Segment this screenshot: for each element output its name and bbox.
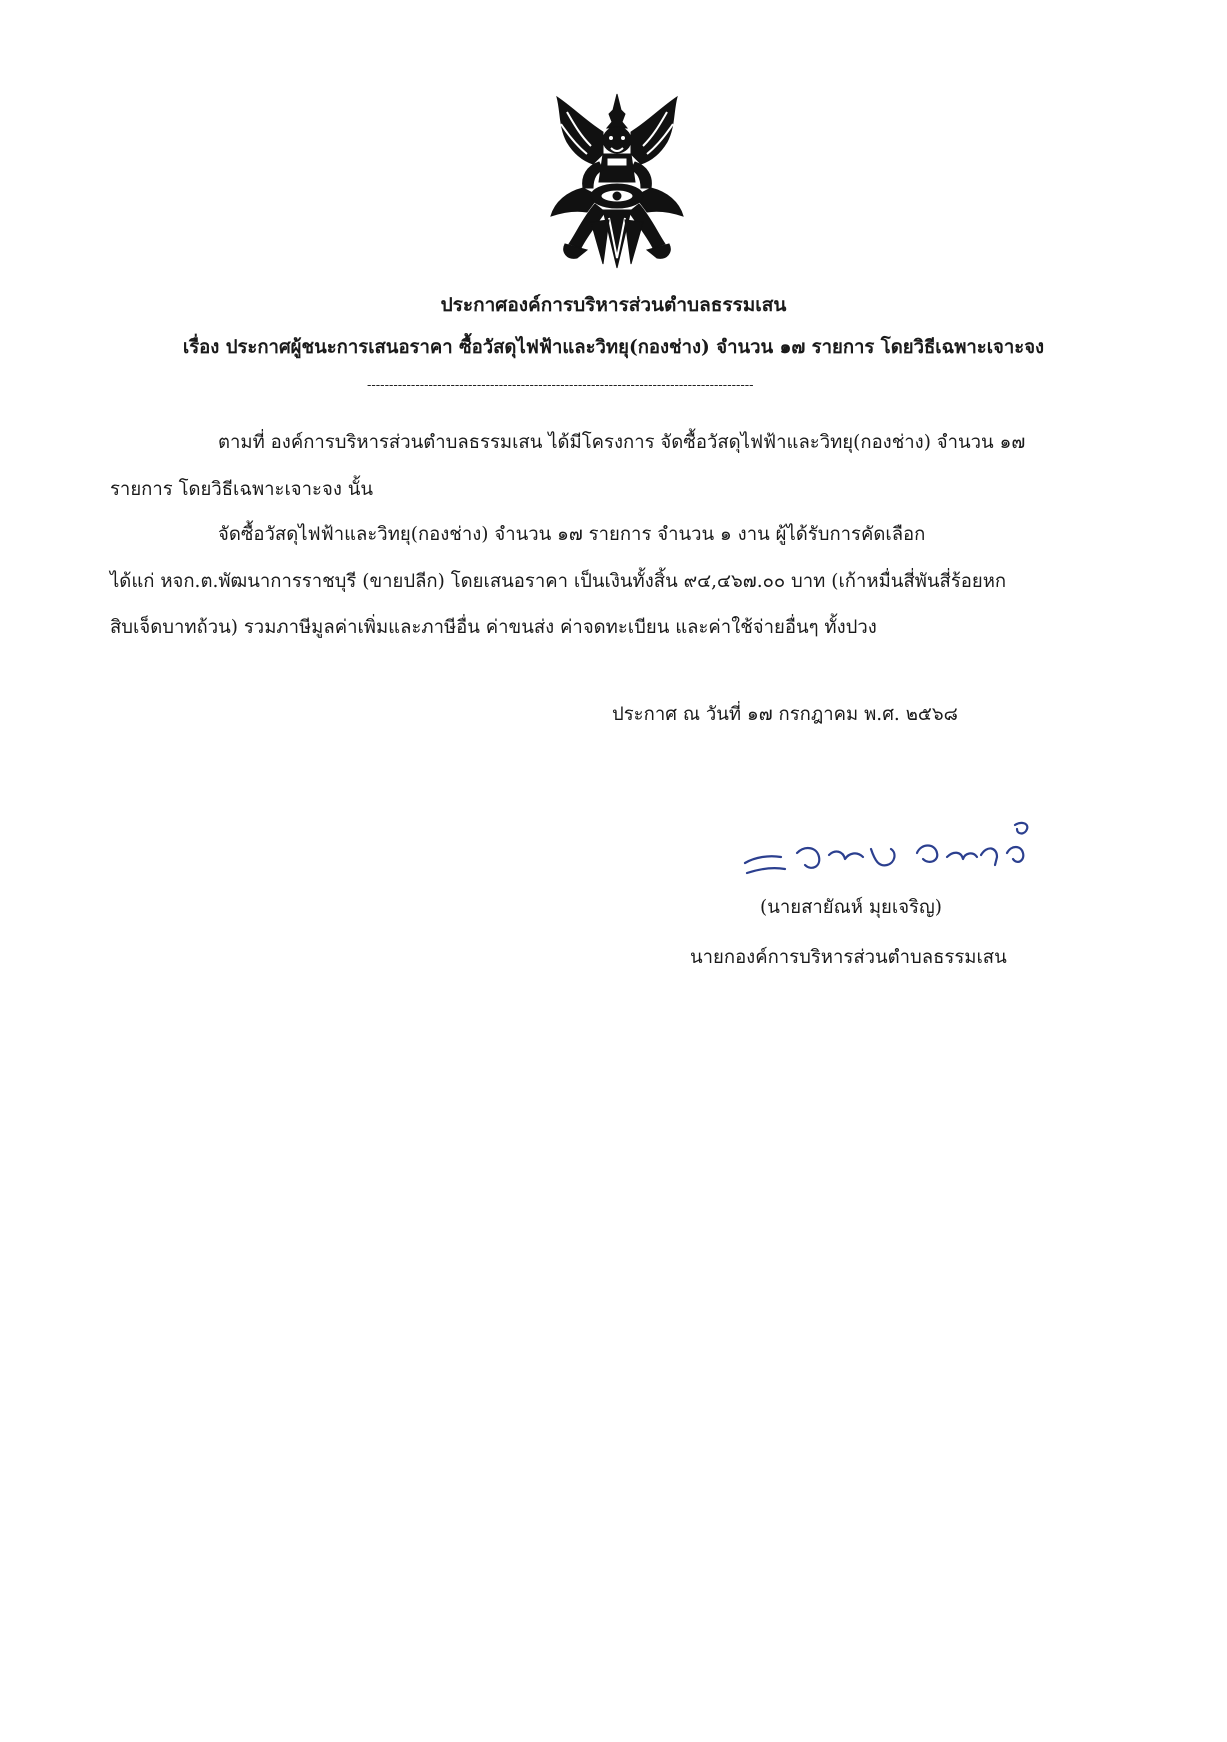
document-subject: เรื่อง ประกาศผู้ชนะการเสนอราคา ซื้อวัสดุไฟฟ้าและวิทยุ(กองช่าง) จำนวน ๑๗ รายการ โดยวิธีเฉพาะเจาะจง [182,337,1045,358]
garuda-emblem-icon [547,92,687,272]
body-paragraph-1-line-1: ตามที่ องค์การบริหารส่วนตำบลธรรมเสน ได้มีโครงการ จัดซื้อวัสดุไฟฟ้าและวิทยุ(กองช่าง) จำนวน ๑๗ [218,432,1026,453]
signatory-position: นายกองค์การบริหารส่วนตำบลธรรมเสน [690,947,1007,968]
body-paragraph-2-line-3: สิบเจ็ดบาทถ้วน) รวมภาษีมูลค่าเพิ่มและภาษีอื่น ค่าขนส่ง ค่าจดทะเบียน และค่าใช้จ่ายอื่นๆ ทั้งปวง [110,617,877,638]
signatory-name: (นายสายัณห์ มุยเจริญ) [760,897,942,918]
document-title: ประกาศองค์การบริหารส่วนตำบลธรรมเสน [440,294,787,316]
divider-line: ---------------------------------------------------------------------------------------- [367,378,754,393]
handwritten-signature [725,795,1045,885]
body-paragraph-1-line-2: รายการ โดยวิธีเฉพาะเจาะจง นั้น [110,479,374,500]
body-paragraph-2-line-1: จัดซื้อวัสดุไฟฟ้าและวิทยุ(กองช่าง) จำนวน ๑๗ รายการ จำนวน ๑ งาน ผู้ได้รับการคัดเลือก [218,524,926,545]
body-paragraph-2-line-2: ได้แก่ หจก.ต.พัฒนาการราชบุรี (ขายปลีก) โดยเสนอราคา เป็นเงินทั้งสิ้น ๙๔,๔๖๗.๐๐ บาท (เก้าหมื่นสี่พันสี่ร้อยหก [110,571,1007,592]
announcement-date: ประกาศ ณ วันที่ ๑๗ กรกฎาคม พ.ศ. ๒๕๖๘ [612,704,958,725]
